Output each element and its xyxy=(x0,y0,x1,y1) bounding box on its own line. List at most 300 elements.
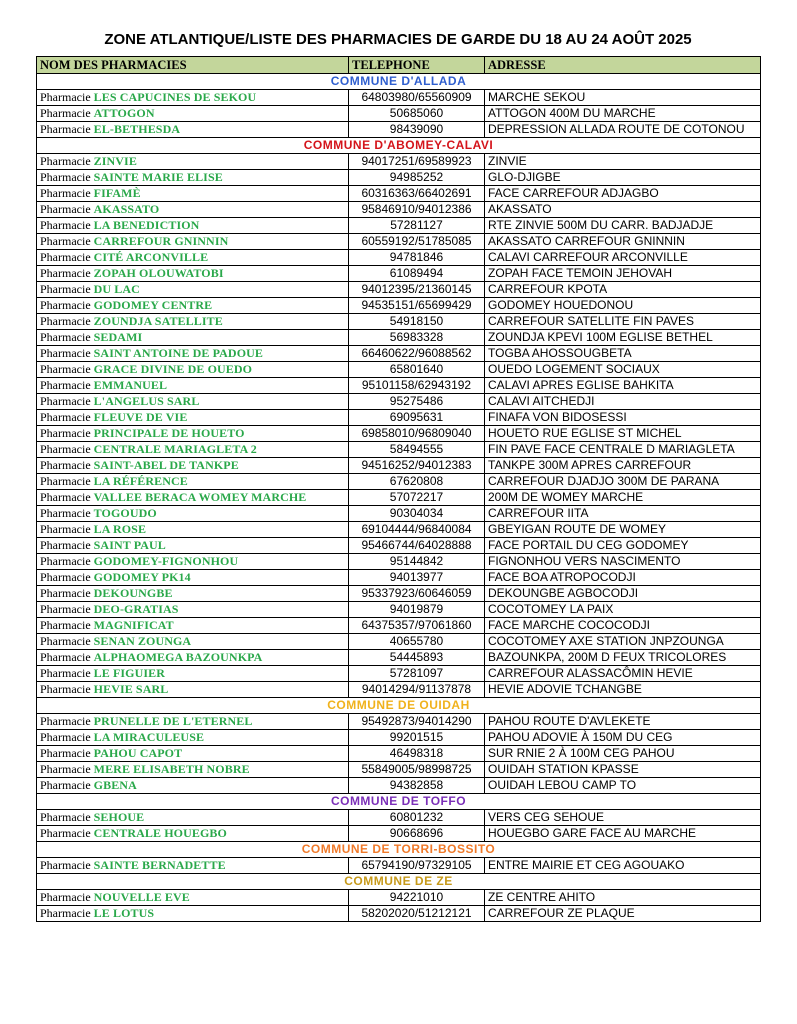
table-row xyxy=(37,538,761,554)
telephone-cell: 95466744/64028888 xyxy=(349,538,485,554)
pharmacy-prefix: Pharmacie xyxy=(40,762,91,776)
address-cell: FINAFA VON BIDOSESSI xyxy=(485,410,761,426)
pharmacy-name: PRUNELLE DE L'ETERNEL xyxy=(93,714,253,728)
pharmacy-name: ZOUNDJA SATELLITE xyxy=(93,314,223,328)
pharmacy-name-cell xyxy=(37,762,349,778)
address-cell: ZOPAH FACE TEMOIN JEHOVAH xyxy=(485,266,761,282)
pharmacy-name: ZINVIE xyxy=(93,154,137,168)
address-cell: CALAVI APRES EGLISE BAHKITA xyxy=(485,378,761,394)
section-row xyxy=(37,74,761,90)
telephone-cell: 58494555 xyxy=(349,442,485,458)
telephone-cell: 94019879 xyxy=(349,602,485,618)
pharmacy-name-cell xyxy=(37,266,349,282)
pharmacy-prefix: Pharmacie xyxy=(40,394,91,408)
pharmacy-name: SAINT-ABEL DE TANKPE xyxy=(93,458,239,472)
section-row xyxy=(37,874,761,890)
commune-heading: COMMUNE DE ZE xyxy=(37,874,761,890)
telephone-cell: 50685060 xyxy=(349,106,485,122)
table-row xyxy=(37,810,761,826)
address-cell: TOGBA AHOSSOUGBETA xyxy=(485,346,761,362)
pharmacy-name-cell xyxy=(37,442,349,458)
telephone-cell: 94014294/91137878 xyxy=(349,682,485,698)
address-cell: CALAVI AITCHEDJI xyxy=(485,394,761,410)
table-row xyxy=(37,122,761,138)
pharmacy-prefix: Pharmacie xyxy=(40,906,91,920)
telephone-cell: 57281097 xyxy=(349,666,485,682)
telephone-cell: 57072217 xyxy=(349,490,485,506)
pharmacy-name: LES CAPUCINES DE SEKOU xyxy=(93,90,257,104)
telephone-cell: 94013977 xyxy=(349,570,485,586)
pharmacy-name: SAINT ANTOINE DE PADOUE xyxy=(93,346,263,360)
pharmacy-name-cell xyxy=(37,570,349,586)
column-header-name: NOM DES PHARMACIES xyxy=(37,57,349,74)
table-row xyxy=(37,410,761,426)
pharmacy-prefix: Pharmacie xyxy=(40,442,91,456)
telephone-cell: 94382858 xyxy=(349,778,485,794)
table-row xyxy=(37,522,761,538)
address-cell: SUR RNIE 2 À 100M CEG PAHOU xyxy=(485,746,761,762)
pharmacy-name-cell xyxy=(37,90,349,106)
pharmacy-name: ZOPAH OLOUWATOBI xyxy=(93,266,224,280)
address-cell: TANKPE 300M APRES CARREFOUR xyxy=(485,458,761,474)
pharmacy-name-cell xyxy=(37,186,349,202)
telephone-cell: 64803980/65560909 xyxy=(349,90,485,106)
pharmacy-name: LA RÉFÉRENCE xyxy=(93,474,188,488)
pharmacy-prefix: Pharmacie xyxy=(40,90,91,104)
pharmacy-name-cell xyxy=(37,314,349,330)
telephone-cell: 64375357/97061860 xyxy=(349,618,485,634)
table-row xyxy=(37,826,761,842)
pharmacy-prefix: Pharmacie xyxy=(40,810,91,824)
pharmacy-name-cell xyxy=(37,282,349,298)
pharmacy-name-cell xyxy=(37,106,349,122)
pharmacy-prefix: Pharmacie xyxy=(40,778,91,792)
telephone-cell: 99201515 xyxy=(349,730,485,746)
pharmacy-name: DEO-GRATIAS xyxy=(93,602,179,616)
table-row xyxy=(37,298,761,314)
telephone-cell: 55849005/98998725 xyxy=(349,762,485,778)
table-row xyxy=(37,282,761,298)
table-row xyxy=(37,570,761,586)
pharmacy-name: PRINCIPALE DE HOUETO xyxy=(93,426,245,440)
section-row xyxy=(37,138,761,154)
pharmacy-name: FIFAMÈ xyxy=(93,186,141,200)
pharmacy-name-cell xyxy=(37,906,349,922)
pharmacy-prefix: Pharmacie xyxy=(40,682,91,696)
pharmacy-prefix: Pharmacie xyxy=(40,378,91,392)
telephone-cell: 94221010 xyxy=(349,890,485,906)
pharmacy-prefix: Pharmacie xyxy=(40,506,91,520)
table-row xyxy=(37,762,761,778)
telephone-cell: 67620808 xyxy=(349,474,485,490)
table-row xyxy=(37,170,761,186)
pharmacy-prefix: Pharmacie xyxy=(40,250,91,264)
address-cell: FACE BOA ATROPOCODJI xyxy=(485,570,761,586)
address-cell: CARREFOUR IITA xyxy=(485,506,761,522)
address-cell: VERS CEG SEHOUE xyxy=(485,810,761,826)
address-cell: 200M DE WOMEY MARCHE xyxy=(485,490,761,506)
telephone-cell: 65801640 xyxy=(349,362,485,378)
pharmacy-name-cell xyxy=(37,826,349,842)
telephone-cell: 65794190/97329105 xyxy=(349,858,485,874)
address-cell: CARREFOUR ZE PLAQUE xyxy=(485,906,761,922)
pharmacy-name-cell xyxy=(37,474,349,490)
pharmacy-name-cell xyxy=(37,490,349,506)
pharmacy-prefix: Pharmacie xyxy=(40,746,91,760)
telephone-cell: 90304034 xyxy=(349,506,485,522)
commune-heading: COMMUNE D'ABOMEY-CALAVI xyxy=(37,138,761,154)
telephone-cell: 94781846 xyxy=(349,250,485,266)
column-header-telephone: TELEPHONE xyxy=(349,57,485,74)
telephone-cell: 66460622/96088562 xyxy=(349,346,485,362)
pharmacy-prefix: Pharmacie xyxy=(40,362,91,376)
address-cell: CARREFOUR KPOTA xyxy=(485,282,761,298)
pharmacy-prefix: Pharmacie xyxy=(40,218,91,232)
table-row xyxy=(37,730,761,746)
table-row xyxy=(37,426,761,442)
pharmacy-prefix: Pharmacie xyxy=(40,266,91,280)
table-row xyxy=(37,490,761,506)
telephone-cell: 69104444/96840084 xyxy=(349,522,485,538)
pharmacy-prefix: Pharmacie xyxy=(40,458,91,472)
table-row xyxy=(37,682,761,698)
pharmacy-name: LA ROSE xyxy=(93,522,147,536)
pharmacy-prefix: Pharmacie xyxy=(40,634,91,648)
pharmacy-name: SEDAMI xyxy=(93,330,143,344)
pharmacy-prefix: Pharmacie xyxy=(40,154,91,168)
address-cell: HEVIE ADOVIE TCHANGBE xyxy=(485,682,761,698)
pharmacy-name-cell xyxy=(37,858,349,874)
pharmacy-name-cell xyxy=(37,730,349,746)
pharmacy-name: SENAN ZOUNGA xyxy=(93,634,192,648)
pharmacy-prefix: Pharmacie xyxy=(40,282,91,296)
table-row xyxy=(37,666,761,682)
pharmacy-prefix: Pharmacie xyxy=(40,298,91,312)
table-row xyxy=(37,602,761,618)
table-row xyxy=(37,442,761,458)
telephone-cell: 57281127 xyxy=(349,218,485,234)
address-cell: RTE ZINVIE 500M DU CARR. BADJADJE xyxy=(485,218,761,234)
pharmacy-name: ALPHAOMEGA BAZOUNKPA xyxy=(93,650,263,664)
table-row xyxy=(37,746,761,762)
pharmacy-name: LA MIRACULEUSE xyxy=(93,730,205,744)
pharmacy-name: HEVIE SARL xyxy=(93,682,169,696)
address-cell: CALAVI CARREFOUR ARCONVILLE xyxy=(485,250,761,266)
address-cell: GODOMEY HOUEDONOU xyxy=(485,298,761,314)
telephone-cell: 94516252/94012383 xyxy=(349,458,485,474)
section-row xyxy=(37,842,761,858)
pharmacy-table xyxy=(36,56,761,922)
pharmacy-name-cell xyxy=(37,618,349,634)
table-row xyxy=(37,218,761,234)
pharmacy-prefix: Pharmacie xyxy=(40,650,91,664)
address-cell: ZE CENTRE AHITO xyxy=(485,890,761,906)
telephone-cell: 58202020/51212121 xyxy=(349,906,485,922)
pharmacy-name: FLEUVE DE VIE xyxy=(93,410,188,424)
section-row xyxy=(37,698,761,714)
pharmacy-prefix: Pharmacie xyxy=(40,890,91,904)
pharmacy-prefix: Pharmacie xyxy=(40,346,91,360)
pharmacy-name-cell xyxy=(37,538,349,554)
pharmacy-name-cell xyxy=(37,554,349,570)
pharmacy-name-cell xyxy=(37,298,349,314)
table-row xyxy=(37,506,761,522)
table-row xyxy=(37,346,761,362)
pharmacy-prefix: Pharmacie xyxy=(40,730,91,744)
address-cell: HOUEGBO GARE FACE AU MARCHE xyxy=(485,826,761,842)
pharmacy-prefix: Pharmacie xyxy=(40,330,91,344)
telephone-cell: 54918150 xyxy=(349,314,485,330)
pharmacy-prefix: Pharmacie xyxy=(40,522,91,536)
telephone-cell: 94985252 xyxy=(349,170,485,186)
pharmacy-prefix: Pharmacie xyxy=(40,202,91,216)
table-row xyxy=(37,378,761,394)
pharmacy-name-cell xyxy=(37,170,349,186)
pharmacy-name-cell xyxy=(37,378,349,394)
pharmacy-name-cell xyxy=(37,426,349,442)
pharmacy-prefix: Pharmacie xyxy=(40,474,91,488)
telephone-cell: 94017251/69589923 xyxy=(349,154,485,170)
pharmacy-prefix: Pharmacie xyxy=(40,618,91,632)
pharmacy-name-cell xyxy=(37,602,349,618)
pharmacy-name-cell xyxy=(37,522,349,538)
pharmacy-name: DEKOUNGBE xyxy=(93,586,173,600)
pharmacy-prefix: Pharmacie xyxy=(40,602,91,616)
pharmacy-name: SAINT PAUL xyxy=(93,538,166,552)
table-row xyxy=(37,250,761,266)
pharmacy-name: EMMANUEL xyxy=(93,378,168,392)
pharmacy-name-cell xyxy=(37,890,349,906)
pharmacy-name-cell xyxy=(37,666,349,682)
telephone-cell: 60559192/51785085 xyxy=(349,234,485,250)
telephone-cell: 94535151/65699429 xyxy=(349,298,485,314)
pharmacy-name: MERE ELISABETH NOBRE xyxy=(93,762,250,776)
telephone-cell: 40655780 xyxy=(349,634,485,650)
pharmacy-name: NOUVELLE EVE xyxy=(93,890,190,904)
pharmacy-name-cell xyxy=(37,506,349,522)
table-row xyxy=(37,890,761,906)
pharmacy-name: GODOMEY PK14 xyxy=(93,570,191,584)
table-row xyxy=(37,330,761,346)
table-row xyxy=(37,154,761,170)
address-cell: CARREFOUR DJADJO 300M DE PARANA xyxy=(485,474,761,490)
pharmacy-prefix: Pharmacie xyxy=(40,666,91,680)
address-cell: OUEDO LOGEMENT SOCIAUX xyxy=(485,362,761,378)
telephone-cell: 95144842 xyxy=(349,554,485,570)
pharmacy-name: LE LOTUS xyxy=(93,906,155,920)
pharmacy-prefix: Pharmacie xyxy=(40,426,91,440)
pharmacy-prefix: Pharmacie xyxy=(40,826,91,840)
table-row xyxy=(37,906,761,922)
pharmacy-name: VALLEE BERACA WOMEY MARCHE xyxy=(93,490,307,504)
address-cell: BAZOUNKPA, 200M D FEUX TRICOLORES xyxy=(485,650,761,666)
pharmacy-name: GODOMEY CENTRE xyxy=(93,298,213,312)
address-cell: FACE PORTAIL DU CEG GODOMEY xyxy=(485,538,761,554)
pharmacy-name-cell xyxy=(37,650,349,666)
pharmacy-name: SAINTE MARIE ELISE xyxy=(93,170,223,184)
telephone-cell: 61089494 xyxy=(349,266,485,282)
pharmacy-name: PAHOU CAPOT xyxy=(93,746,183,760)
address-cell: PAHOU ADOVIE À 150M DU CEG xyxy=(485,730,761,746)
pharmacy-name: L'ANGELUS SARL xyxy=(93,394,200,408)
pharmacy-prefix: Pharmacie xyxy=(40,714,91,728)
table-row xyxy=(37,234,761,250)
pharmacy-name-cell xyxy=(37,154,349,170)
telephone-cell: 69858010/96809040 xyxy=(349,426,485,442)
pharmacy-name: CARREFOUR GNINNIN xyxy=(93,234,229,248)
pharmacy-name-cell xyxy=(37,714,349,730)
pharmacy-name-cell xyxy=(37,250,349,266)
pharmacy-name: GODOMEY-FIGNONHOU xyxy=(93,554,239,568)
address-cell: FIGNONHOU VERS NASCIMENTO xyxy=(485,554,761,570)
address-cell: GLO-DJIGBE xyxy=(485,170,761,186)
table-body xyxy=(37,74,761,922)
address-cell: ZINVIE xyxy=(485,154,761,170)
pharmacy-name-cell xyxy=(37,122,349,138)
pharmacy-prefix: Pharmacie xyxy=(40,570,91,584)
pharmacy-name-cell xyxy=(37,346,349,362)
address-cell: COCOTOMEY LA PAIX xyxy=(485,602,761,618)
pharmacy-name-cell xyxy=(37,330,349,346)
address-cell: AKASSATO CARREFOUR GNINNIN xyxy=(485,234,761,250)
pharmacy-name: GRACE DIVINE DE OUEDO xyxy=(93,362,253,376)
address-cell: CARREFOUR ALASSACÔMIN HEVIE xyxy=(485,666,761,682)
address-cell: HOUETO RUE EGLISE ST MICHEL xyxy=(485,426,761,442)
pharmacy-name: GBENA xyxy=(93,778,137,792)
table-row xyxy=(37,458,761,474)
table-row xyxy=(37,714,761,730)
pharmacy-name-cell xyxy=(37,394,349,410)
pharmacy-prefix: Pharmacie xyxy=(40,170,91,184)
table-row xyxy=(37,858,761,874)
pharmacy-name: CENTRALE MARIAGLETA 2 xyxy=(93,442,257,456)
address-cell: OUIDAH LEBOU CAMP TO xyxy=(485,778,761,794)
address-cell: DEKOUNGBE AGBOCODJI xyxy=(485,586,761,602)
telephone-cell: 90668696 xyxy=(349,826,485,842)
pharmacy-prefix: Pharmacie xyxy=(40,122,91,136)
pharmacy-name-cell xyxy=(37,218,349,234)
telephone-cell: 69095631 xyxy=(349,410,485,426)
pharmacy-name: MAGNIFICAT xyxy=(93,618,174,632)
pharmacy-name: ATTOGON xyxy=(93,106,155,120)
address-cell: MARCHE SEKOU xyxy=(485,90,761,106)
telephone-cell: 95492873/94014290 xyxy=(349,714,485,730)
telephone-cell: 56983328 xyxy=(349,330,485,346)
telephone-cell: 98439090 xyxy=(349,122,485,138)
pharmacy-name-cell xyxy=(37,778,349,794)
table-row xyxy=(37,634,761,650)
pharmacy-name-cell xyxy=(37,458,349,474)
telephone-cell: 46498318 xyxy=(349,746,485,762)
pharmacy-prefix: Pharmacie xyxy=(40,858,91,872)
address-cell: COCOTOMEY AXE STATION JNPZOUNGA xyxy=(485,634,761,650)
table-header-row xyxy=(37,57,761,74)
telephone-cell: 95275486 xyxy=(349,394,485,410)
pharmacy-name: SAINTE BERNADETTE xyxy=(93,858,226,872)
telephone-cell: 60801232 xyxy=(349,810,485,826)
table-row xyxy=(37,394,761,410)
pharmacy-name-cell xyxy=(37,746,349,762)
address-cell: DEPRESSION ALLADA ROUTE DE COTONOU xyxy=(485,122,761,138)
page-title: ZONE ATLANTIQUE/LISTE DES PHARMACIES DE GARDE DU 18 AU 24 AOÛT 2025 xyxy=(104,31,692,48)
table-row xyxy=(37,106,761,122)
commune-heading: COMMUNE DE TORRI-BOSSITO xyxy=(37,842,761,858)
pharmacy-prefix: Pharmacie xyxy=(40,538,91,552)
address-cell: GBEYIGAN ROUTE DE WOMEY xyxy=(485,522,761,538)
table-row xyxy=(37,586,761,602)
pharmacy-name: LA BENEDICTION xyxy=(93,218,200,232)
table-row xyxy=(37,186,761,202)
address-cell: FIN PAVE FACE CENTRALE D MARIAGLETA xyxy=(485,442,761,458)
address-cell: ENTRE MAIRIE ET CEG AGOUAKO xyxy=(485,858,761,874)
pharmacy-name-cell xyxy=(37,634,349,650)
pharmacy-name-cell xyxy=(37,362,349,378)
column-header-address: ADRESSE xyxy=(485,57,761,74)
commune-heading: COMMUNE DE OUIDAH xyxy=(37,698,761,714)
pharmacy-name-cell xyxy=(37,234,349,250)
pharmacy-name-cell xyxy=(37,682,349,698)
pharmacy-name-cell xyxy=(37,810,349,826)
table-row xyxy=(37,618,761,634)
address-cell: PAHOU ROUTE D'AVLEKETE xyxy=(485,714,761,730)
table-row xyxy=(37,778,761,794)
pharmacy-prefix: Pharmacie xyxy=(40,234,91,248)
pharmacy-name: LE FIGUIER xyxy=(93,666,166,680)
table-row xyxy=(37,362,761,378)
pharmacy-name: DU LAC xyxy=(93,282,140,296)
commune-heading: COMMUNE DE TOFFO xyxy=(37,794,761,810)
table-row xyxy=(37,266,761,282)
address-cell: ZOUNDJA KPEVI 100M EGLISE BETHEL xyxy=(485,330,761,346)
commune-heading: COMMUNE D'ALLADA xyxy=(37,74,761,90)
pharmacy-prefix: Pharmacie xyxy=(40,554,91,568)
telephone-cell: 60316363/66402691 xyxy=(349,186,485,202)
pharmacy-name: CENTRALE HOUEGBO xyxy=(93,826,227,840)
telephone-cell: 54445893 xyxy=(349,650,485,666)
telephone-cell: 95101158/62943192 xyxy=(349,378,485,394)
pharmacy-name-cell xyxy=(37,202,349,218)
table-row xyxy=(37,202,761,218)
pharmacy-prefix: Pharmacie xyxy=(40,490,91,504)
table-row xyxy=(37,314,761,330)
telephone-cell: 94012395/21360145 xyxy=(349,282,485,298)
pharmacy-prefix: Pharmacie xyxy=(40,314,91,328)
pharmacy-name: CITÉ ARCONVILLE xyxy=(93,250,209,264)
telephone-cell: 95846910/94012386 xyxy=(349,202,485,218)
pharmacy-name: SEHOUE xyxy=(93,810,145,824)
pharmacy-prefix: Pharmacie xyxy=(40,106,91,120)
table-row xyxy=(37,90,761,106)
table-row xyxy=(37,474,761,490)
pharmacy-prefix: Pharmacie xyxy=(40,186,91,200)
pharmacy-name-cell xyxy=(37,586,349,602)
section-row xyxy=(37,794,761,810)
address-cell: CARREFOUR SATELLITE FIN PAVES xyxy=(485,314,761,330)
address-cell: FACE MARCHE COCOCODJI xyxy=(485,618,761,634)
pharmacy-name-cell xyxy=(37,410,349,426)
pharmacy-name: AKASSATO xyxy=(93,202,160,216)
table-row xyxy=(37,650,761,666)
address-cell: AKASSATO xyxy=(485,202,761,218)
address-cell: ATTOGON 400M DU MARCHE xyxy=(485,106,761,122)
table-row xyxy=(37,554,761,570)
pharmacy-prefix: Pharmacie xyxy=(40,586,91,600)
pharmacy-prefix: Pharmacie xyxy=(40,410,91,424)
pharmacy-name: TOGOUDO xyxy=(93,506,157,520)
address-cell: FACE CARREFOUR ADJAGBO xyxy=(485,186,761,202)
pharmacy-name: EL-BETHESDA xyxy=(93,122,181,136)
telephone-cell: 95337923/60646059 xyxy=(349,586,485,602)
